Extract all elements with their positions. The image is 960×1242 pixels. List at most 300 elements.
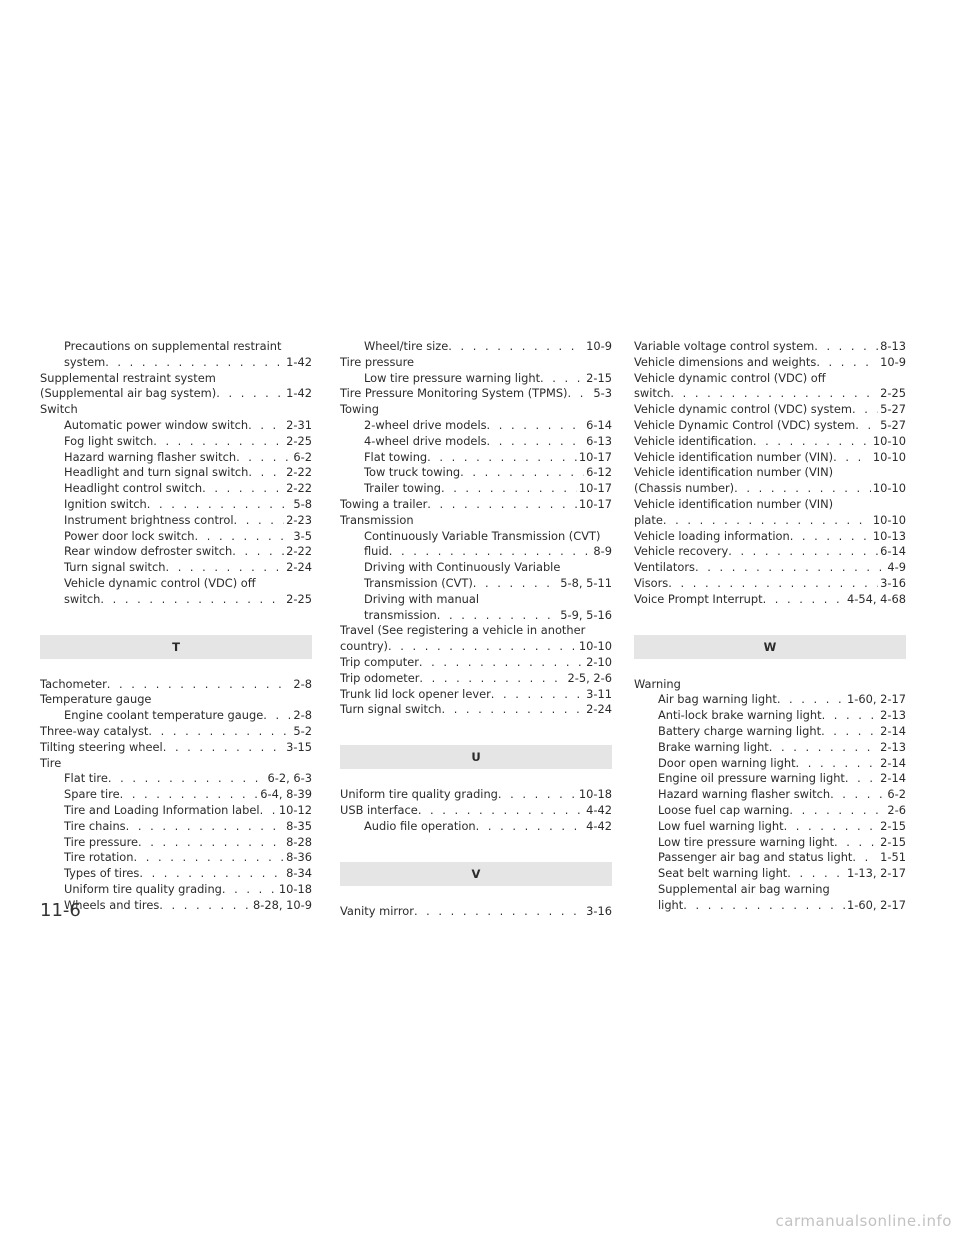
entry-term: fluid — [364, 544, 389, 559]
index-entry — [40, 513, 312, 529]
entry-page-ref: 2-25 — [286, 433, 312, 448]
entry-page-ref: 3-16 — [586, 903, 612, 918]
dot-leader — [419, 671, 565, 687]
entry-term: Tire chains — [64, 818, 126, 833]
entry-page-ref: 10-17 — [578, 481, 612, 496]
dot-leader — [222, 882, 277, 898]
dot-leader — [202, 481, 284, 497]
index-entry — [40, 771, 312, 787]
page-number: 11-6 — [40, 900, 81, 921]
entry-page-ref: 10-18 — [278, 881, 312, 896]
entry-term: Tire Pressure Monitoring System (TPMS) — [340, 386, 568, 401]
entry-page-ref: 10-10 — [578, 639, 612, 654]
entry-page-ref: 2-13 — [880, 739, 906, 754]
entry-term: Rear window defroster switch — [64, 544, 233, 559]
index-entry — [40, 418, 312, 434]
index-entry — [634, 560, 906, 576]
entry-term: system — [64, 354, 106, 369]
entry-term: switch — [634, 386, 671, 401]
entry-term: plate — [634, 512, 663, 527]
entry-term: Towing a trailer — [340, 496, 428, 511]
section-header: U — [340, 745, 612, 769]
entry-term: Loose fuel cap warning — [658, 802, 790, 817]
entry-page-ref: 1-13, 2-17 — [847, 866, 906, 881]
index-entry — [40, 677, 312, 693]
entry-term: Flat tire — [64, 771, 108, 786]
index-column-2 — [340, 339, 612, 919]
section-header: W — [634, 635, 906, 659]
dot-leader — [460, 465, 584, 481]
entry-term: Seat belt warning light — [658, 866, 788, 881]
dot-leader — [100, 592, 284, 608]
index-entry — [40, 544, 312, 560]
entry-term: Wheel/tire size — [364, 339, 449, 353]
dot-leader — [491, 687, 584, 703]
index-entry — [340, 544, 612, 560]
entry-term: Visors — [634, 575, 669, 590]
dot-leader — [427, 450, 577, 466]
index-entry — [40, 835, 312, 851]
index-entry — [40, 592, 312, 608]
entry-page-ref: 2-10 — [586, 654, 612, 669]
dot-leader — [822, 708, 879, 724]
dot-leader — [248, 465, 284, 481]
index-entry — [340, 418, 612, 434]
index-entry — [634, 866, 906, 882]
entry-term: Door open warning light — [658, 755, 796, 770]
dot-leader — [165, 560, 284, 576]
entry-page-ref: 6-13 — [586, 433, 612, 448]
dot-leader — [139, 866, 284, 882]
index-entry — [340, 339, 612, 355]
index-entry — [634, 850, 906, 866]
entry-term: light — [658, 897, 684, 912]
index-entry — [340, 687, 612, 703]
entry-term: (Chassis number) — [634, 481, 735, 496]
section-header: T — [40, 635, 312, 659]
dot-leader — [263, 708, 291, 724]
entry-term: Anti-lock brake warning light — [658, 708, 822, 723]
entry-term: Passenger air bag and status light — [658, 850, 853, 865]
dot-leader — [540, 371, 584, 387]
entry-term: Trailer towing — [364, 481, 441, 496]
dot-leader — [216, 386, 284, 402]
index-entry — [340, 386, 612, 402]
index-entry — [634, 544, 906, 560]
entry-term: Three-way catalyst — [40, 723, 149, 738]
index-entry — [40, 866, 312, 882]
entry-page-ref: 5-3 — [593, 386, 612, 401]
entry-page-ref: 6-14 — [880, 544, 906, 559]
entry-term: Low tire pressure warning light — [364, 370, 541, 385]
entry-page-ref: 5-8, 5-11 — [560, 575, 612, 590]
index-heading: Continuously Variable Transmission (CVT) — [364, 528, 601, 543]
index-entry — [340, 904, 612, 920]
dot-leader — [734, 481, 871, 497]
entry-term: Engine oil pressure warning light — [658, 771, 845, 786]
dot-leader — [138, 835, 284, 851]
entry-page-ref: 10-9 — [880, 354, 906, 369]
index-heading: Towing — [340, 402, 379, 417]
entry-term: country) — [340, 639, 389, 654]
index-entry — [40, 481, 312, 497]
entry-term: Wheels and tires — [64, 897, 160, 912]
index-entry — [634, 434, 906, 450]
entry-page-ref: 10-10 — [872, 433, 906, 448]
entry-page-ref: 2-24 — [286, 560, 312, 575]
entry-term: Ventilators — [634, 560, 695, 575]
index-heading: Switch — [40, 402, 78, 417]
entry-page-ref: 2-23 — [286, 512, 312, 527]
dot-leader — [763, 592, 845, 608]
entry-term: Uniform tire quality grading — [340, 787, 498, 802]
dot-leader — [830, 787, 885, 803]
entry-page-ref: 4-42 — [586, 818, 612, 833]
index-entry — [634, 418, 906, 434]
entry-page-ref: 3-5 — [293, 528, 312, 543]
index-entry — [634, 513, 906, 529]
index-entry — [634, 756, 906, 772]
dot-leader — [120, 787, 259, 803]
index-heading: Precautions on supplemental restraint — [64, 339, 282, 353]
entry-page-ref: 4-42 — [586, 802, 612, 817]
entry-page-ref: 10-18 — [578, 787, 612, 802]
index-entry — [40, 787, 312, 803]
entry-page-ref: 5-2 — [293, 723, 312, 738]
dot-leader — [389, 544, 592, 560]
entry-term: switch — [64, 591, 101, 606]
dot-leader — [441, 481, 577, 497]
index-entry — [40, 882, 312, 898]
entry-term: Air bag warning light — [658, 692, 777, 707]
entry-page-ref: 2-14 — [880, 771, 906, 786]
entry-page-ref: 5-27 — [880, 417, 906, 432]
dot-leader — [134, 850, 285, 866]
index-entry — [340, 497, 612, 513]
dot-leader — [260, 803, 277, 819]
entry-term: (Supplemental air bag system) — [40, 386, 217, 401]
entry-term: Tire and Loading Information label — [64, 802, 260, 817]
entry-page-ref: 8-36 — [286, 850, 312, 865]
index-entry — [40, 465, 312, 481]
dot-leader — [683, 898, 845, 914]
section-header: V — [340, 862, 612, 886]
index-entry — [634, 402, 906, 418]
index-heading: Transmission — [340, 512, 414, 527]
index-column-3 — [634, 339, 906, 914]
index-entry — [40, 434, 312, 450]
entry-page-ref: 4-9 — [887, 560, 906, 575]
entry-page-ref: 6-12 — [586, 465, 612, 480]
entry-page-ref: 2-25 — [880, 386, 906, 401]
index-heading: Driving with manual — [364, 591, 480, 606]
entry-term: Vehicle identification number (VIN) — [634, 449, 834, 464]
index-entry — [340, 450, 612, 466]
dot-leader — [498, 787, 577, 803]
entry-term: Vehicle identification — [634, 433, 753, 448]
index-entry — [634, 339, 906, 355]
index-heading: Vehicle dynamic control (VDC) off — [64, 575, 256, 590]
entry-term: Brake warning light — [658, 739, 769, 754]
dot-leader — [670, 386, 878, 402]
dot-leader — [790, 529, 871, 545]
entry-page-ref: 2-13 — [880, 708, 906, 723]
entry-page-ref: 6-4, 8-39 — [260, 787, 312, 802]
watermark: carmanualsonline.info — [775, 1212, 952, 1230]
index-entry — [340, 655, 612, 671]
dot-leader — [414, 904, 584, 920]
entry-page-ref: 8-13 — [880, 339, 906, 353]
dot-leader — [441, 702, 584, 718]
entry-page-ref: 1-51 — [880, 850, 906, 865]
dot-leader — [728, 544, 878, 560]
index-entry — [40, 355, 312, 371]
index-entry — [40, 529, 312, 545]
entry-term: Vehicle Dynamic Control (VDC) system — [634, 417, 856, 432]
dot-leader — [148, 724, 291, 740]
entry-term: Tilting steering wheel — [40, 739, 163, 754]
entry-term: Trunk lid lock opener lever — [340, 686, 491, 701]
dot-leader — [476, 819, 584, 835]
entry-page-ref: 6-14 — [586, 417, 612, 432]
entry-page-ref: 3-15 — [286, 739, 312, 754]
index-entry — [634, 592, 906, 608]
entry-term: 2-wheel drive models — [364, 417, 487, 432]
index-heading: Travel (See registering a vehicle in another — [340, 623, 586, 638]
index-entry — [340, 371, 612, 387]
entry-page-ref: 6-2 — [887, 787, 906, 802]
dot-leader — [232, 544, 284, 560]
entry-page-ref: 2-22 — [286, 544, 312, 559]
index-entry — [634, 692, 906, 708]
index-entry — [340, 639, 612, 655]
entry-page-ref: 2-25 — [286, 591, 312, 606]
dot-leader — [159, 898, 251, 914]
index-entry — [40, 819, 312, 835]
dot-leader — [448, 339, 584, 355]
entry-term: Battery charge warning light — [658, 723, 822, 738]
dot-leader — [845, 771, 878, 787]
index-entry — [40, 497, 312, 513]
dot-leader — [105, 355, 284, 371]
index-entry — [634, 450, 906, 466]
entry-term: Fog light switch — [64, 433, 154, 448]
dot-leader — [753, 434, 871, 450]
index-entry — [340, 576, 612, 592]
entry-term: Tire rotation — [64, 850, 134, 865]
entry-term: Uniform tire quality grading — [64, 881, 222, 896]
dot-leader — [236, 450, 291, 466]
index-heading: Tire pressure — [340, 354, 415, 369]
entry-page-ref: 5-27 — [880, 402, 906, 417]
entry-term: Trip computer — [340, 654, 419, 669]
entry-page-ref: 8-34 — [286, 866, 312, 881]
entry-page-ref: 2-15 — [880, 818, 906, 833]
dot-leader — [437, 608, 559, 624]
dot-leader — [234, 513, 285, 529]
entry-page-ref: 1-42 — [286, 354, 312, 369]
index-entry — [40, 803, 312, 819]
entry-page-ref: 5-9, 5-16 — [560, 607, 612, 622]
entry-term: Engine coolant temperature gauge — [64, 708, 264, 723]
entry-page-ref: 8-9 — [593, 544, 612, 559]
entry-page-ref: 1-60, 2-17 — [847, 692, 906, 707]
entry-page-ref: 2-24 — [586, 702, 612, 717]
index-entry — [634, 708, 906, 724]
index-entry — [634, 898, 906, 914]
entry-term: Power door lock switch — [64, 528, 195, 543]
index-heading: Vehicle dynamic control (VDC) off — [634, 370, 826, 385]
entry-page-ref: 2-8 — [293, 708, 312, 723]
dot-leader — [852, 850, 878, 866]
entry-term: USB interface — [340, 802, 418, 817]
dot-leader — [816, 355, 878, 371]
index-entry — [340, 481, 612, 497]
dot-leader — [663, 513, 871, 529]
entry-page-ref: 2-5, 2-6 — [567, 670, 612, 685]
dot-leader — [789, 803, 885, 819]
index-entry — [634, 529, 906, 545]
index-entry — [340, 803, 612, 819]
entry-page-ref: 2-15 — [586, 370, 612, 385]
index-entry — [340, 671, 612, 687]
dot-leader — [668, 576, 878, 592]
index-entry — [634, 724, 906, 740]
index-heading: Supplemental air bag warning — [658, 881, 830, 896]
dot-leader — [195, 529, 292, 545]
entry-term: Headlight and turn signal switch — [64, 465, 249, 480]
index-entry — [634, 386, 906, 402]
dot-leader — [418, 803, 584, 819]
dot-leader — [852, 402, 878, 418]
entry-page-ref: 10-17 — [578, 449, 612, 464]
entry-term: Spare tire — [64, 787, 120, 802]
entry-page-ref: 10-10 — [872, 449, 906, 464]
entry-page-ref: 2-22 — [286, 465, 312, 480]
index-heading: Tire — [40, 755, 62, 770]
entry-term: Vanity mirror — [340, 903, 414, 918]
entry-page-ref: 3-11 — [586, 686, 612, 701]
entry-term: Trip odometer — [340, 670, 420, 685]
entry-term: transmission — [364, 607, 437, 622]
entry-term: Ignition switch — [64, 496, 147, 511]
entry-page-ref: 5-8 — [293, 496, 312, 511]
index-entry — [40, 450, 312, 466]
entry-page-ref: 6-2 — [293, 449, 312, 464]
index-entry — [634, 576, 906, 592]
index-entry — [40, 560, 312, 576]
entry-term: 4-wheel drive models — [364, 433, 487, 448]
entry-term: Low fuel warning light — [658, 818, 784, 833]
dot-leader — [153, 434, 284, 450]
entry-page-ref: 2-22 — [286, 481, 312, 496]
dot-leader — [248, 418, 284, 434]
index-heading: Vehicle identification number (VIN) — [634, 496, 834, 511]
index-entry — [40, 724, 312, 740]
index-entry — [340, 465, 612, 481]
entry-term: Tire pressure — [64, 834, 139, 849]
entry-term: Vehicle recovery — [634, 544, 729, 559]
index-entry — [634, 481, 906, 497]
index-heading: Driving with Continuously Variable — [364, 560, 561, 575]
entry-term: Hazard warning flasher switch — [658, 787, 831, 802]
index-entry — [634, 803, 906, 819]
dot-leader — [777, 692, 845, 708]
entry-term: Tow truck towing — [364, 465, 461, 480]
entry-term: Audio file operation — [364, 818, 476, 833]
index-entry — [634, 819, 906, 835]
entry-page-ref: 6-2, 6-3 — [267, 771, 312, 786]
entry-term: Vehicle dynamic control (VDC) system — [634, 402, 852, 417]
index-entry — [340, 434, 612, 450]
dot-leader — [821, 724, 878, 740]
dot-leader — [787, 866, 845, 882]
entry-page-ref: 2-31 — [286, 417, 312, 432]
dot-leader — [427, 497, 577, 513]
entry-page-ref: 2-15 — [880, 834, 906, 849]
entry-page-ref: 4-54, 4-68 — [847, 591, 906, 606]
entry-page-ref: 10-12 — [278, 802, 312, 817]
dot-leader — [163, 740, 284, 756]
entry-term: Low tire pressure warning light — [658, 834, 835, 849]
index-entry — [634, 787, 906, 803]
index-entry — [634, 355, 906, 371]
entry-page-ref: 2-14 — [880, 755, 906, 770]
entry-term: Variable voltage control system — [634, 339, 815, 353]
dot-leader — [147, 497, 292, 513]
dot-leader — [473, 576, 559, 592]
dot-leader — [487, 418, 585, 434]
entry-term: Transmission (CVT) — [364, 575, 473, 590]
dot-leader — [487, 434, 585, 450]
index-entry — [634, 835, 906, 851]
entry-page-ref: 10-17 — [578, 496, 612, 511]
entry-page-ref: 2-8 — [293, 676, 312, 691]
entry-term: Headlight control switch — [64, 481, 203, 496]
entry-page-ref: 10-10 — [872, 481, 906, 496]
index-entry — [340, 819, 612, 835]
dot-leader — [784, 819, 879, 835]
dot-leader — [834, 835, 878, 851]
entry-term: Automatic power window switch — [64, 417, 249, 432]
index-entry — [340, 702, 612, 718]
entry-term: Types of tires — [64, 866, 140, 881]
entry-page-ref: 8-35 — [286, 818, 312, 833]
index-heading: Warning — [634, 676, 681, 691]
entry-term: Flat towing — [364, 449, 428, 464]
index-entry — [634, 740, 906, 756]
index-heading: Supplemental restraint system — [40, 370, 216, 385]
dot-leader — [568, 386, 592, 402]
dot-leader — [814, 339, 878, 355]
dot-leader — [833, 450, 871, 466]
index-entry — [40, 850, 312, 866]
entry-term: Vehicle loading information — [634, 528, 790, 543]
entry-term: Tachometer — [40, 676, 107, 691]
dot-leader — [769, 740, 878, 756]
index-entry — [40, 386, 312, 402]
entry-page-ref: 1-42 — [286, 386, 312, 401]
dot-leader — [388, 639, 577, 655]
index-column-1 — [40, 339, 312, 914]
entry-page-ref: 10-10 — [872, 512, 906, 527]
entry-page-ref: 8-28, 10-9 — [253, 897, 312, 912]
entry-page-ref: 2-6 — [887, 802, 906, 817]
entry-page-ref: 2-14 — [880, 723, 906, 738]
dot-leader — [695, 560, 885, 576]
dot-leader — [855, 418, 878, 434]
dot-leader — [126, 819, 285, 835]
